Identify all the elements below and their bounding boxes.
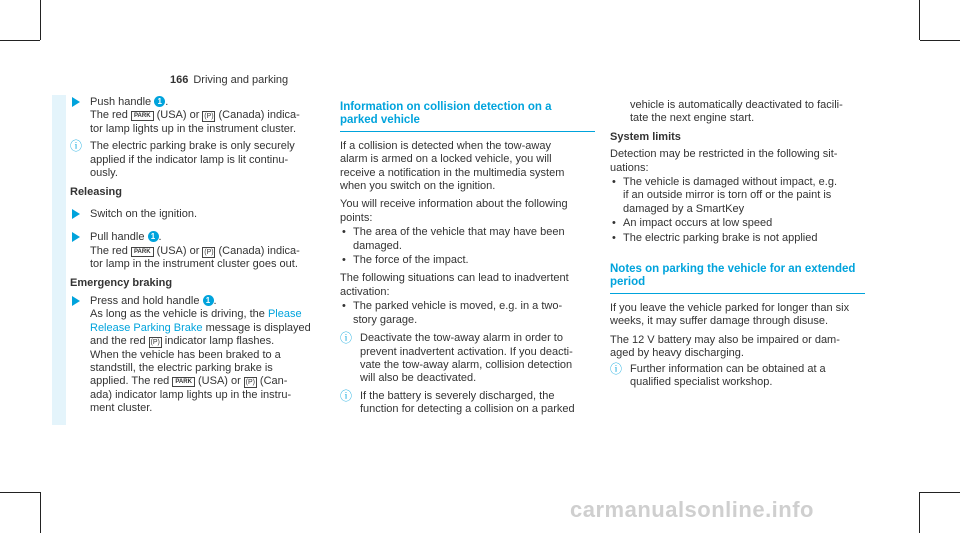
parking-brake-icon: (P): [204, 113, 214, 121]
note: ⓘ The electric parking brake is only securely applied if the indicator lamp is lit continu- ously.: [70, 139, 295, 180]
paragraph: If you leave the vehicle parked for longer than six weeks, it may suffer damage through disuse.: [610, 301, 850, 328]
paragraph: The following situations can lead to inadvertent activation:: [340, 272, 569, 298]
arrow-icon: [72, 296, 80, 306]
callout-1-icon: 1: [148, 231, 159, 242]
section-heading-collision: Information on collision detection on a parked vehicle: [340, 101, 595, 132]
parking-brake-icon: (P): [150, 339, 160, 347]
note: ⓘ Further information can be obtained at a qualified specialist workshop.: [610, 361, 826, 388]
park-icon: PARK: [131, 247, 154, 257]
arrow-icon: [72, 97, 80, 107]
step-pull-handle: Pull handle 1 . The red PARK (USA) or (P) (Canada) indica- tor lamp in the instrument cluster goes out.: [70, 231, 315, 271]
list-item: • The force of the impact.: [342, 254, 469, 267]
paragraph: The 12 V battery may also be impaired or dam- aged by heavy discharging.: [610, 333, 840, 360]
heading-emergency: Emergency braking: [70, 277, 173, 290]
heading-releasing: Releasing: [70, 186, 122, 199]
info-icon: ⓘ: [610, 361, 623, 376]
column-2: [340, 101, 595, 421]
parking-brake-icon: (P): [245, 379, 256, 387]
park-icon: PARK: [131, 111, 154, 121]
info-icon: ⓘ: [340, 388, 353, 403]
list-item: • The area of the vehicle that may have been damaged.: [342, 226, 565, 252]
display-message-link: Please: [267, 308, 302, 321]
arrow-icon: [72, 232, 80, 242]
watermark: carmanualsonline.info: [570, 497, 814, 522]
info-icon: ⓘ: [70, 139, 83, 154]
list-item: • The electric parking brake is not applied: [612, 231, 818, 244]
page-number: 166: [170, 74, 189, 86]
step-push-handle: Push handle 1 . The red PARK (USA) or (P) (Canada) indica- tor lamp lights up in the instrument cluster.: [70, 96, 315, 136]
crop-mark: [40, 0, 41, 40]
step-ignition: Switch on the ignition.: [70, 208, 315, 221]
crop-mark: [0, 40, 40, 41]
info-icon: ⓘ: [340, 331, 353, 346]
crop-mark: [40, 492, 41, 533]
paragraph: If a collision is detected when the tow-away alarm is armed on a locked vehicle, you will receive a notification in the multimedia system when you switch on the ignition.: [340, 139, 565, 193]
park-icon: PARK: [172, 377, 195, 387]
crop-mark: [919, 492, 920, 533]
parking-brake-icon: (P): [204, 248, 214, 256]
arrow-icon: [72, 209, 80, 219]
list-item: • The vehicle is damaged without impact, e.g. if an outside mirror is torn off or the paint is damaged by a SmartKey: [612, 176, 838, 215]
crop-mark: [920, 40, 960, 41]
crop-mark: [919, 0, 920, 40]
callout-1-icon: 1: [203, 295, 214, 306]
page-header: [170, 74, 288, 87]
column-3: [610, 99, 865, 393]
column-1: [70, 96, 315, 420]
note: ⓘ Deactivate the tow-away alarm in order to prevent inadvertent activation. If you deacti- vate the tow-away alarm, collision detection will also be deactivated.: [340, 331, 573, 385]
heading-system-limits: System limits: [610, 130, 681, 143]
crop-mark: [0, 492, 40, 493]
note-continued: vehicle is automatically deactivated to facili- tate the next engine start.: [630, 99, 843, 125]
list-item: • An impact occurs at low speed: [612, 217, 773, 230]
note: ⓘ If the battery is severely discharged, the function for detecting a collision on a parked: [340, 388, 575, 416]
paragraph: You will receive information about the following points:: [340, 198, 568, 224]
callout-1-icon: 1: [154, 96, 165, 107]
list-item: • The parked vehicle is moved, e.g. in a two- story garage.: [342, 300, 563, 326]
crop-mark: [920, 492, 960, 493]
display-message-link: Release Parking Brake: [90, 321, 203, 334]
section-heading-extended-period: Notes on parking the vehicle for an extended period: [610, 263, 865, 294]
sidebar-bar: [52, 95, 66, 425]
step-press-hold: Press and hold handle 1 . As long as the vehicle is driving, the Please Release Parking Brake message is displayed and the red (P) indicator lamp flashes. When the vehicle has been braked to a standstill, the electric parking brake is applied. The red PARK (USA) or (P) (Can- ada) indicator lamp lights up in the instru- ment cluster.: [70, 295, 315, 416]
paragraph: Detection may be restricted in the following sit- uations:: [610, 148, 838, 174]
section-title: Driving and parking: [193, 74, 289, 86]
